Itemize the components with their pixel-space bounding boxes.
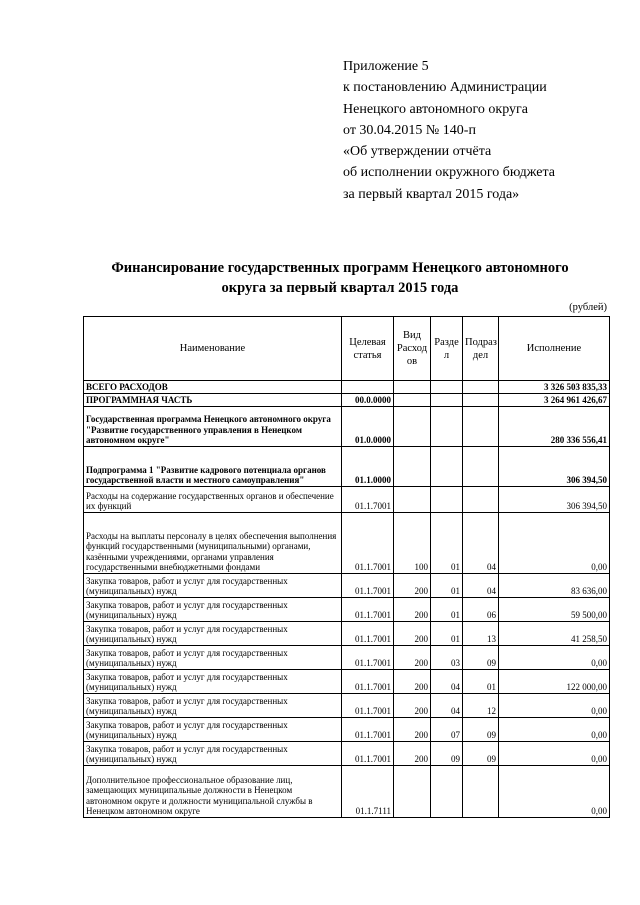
appendix-block (343, 56, 623, 205)
row-type (394, 487, 431, 513)
row-section (431, 381, 463, 394)
header-target: Целевая статья (342, 317, 394, 381)
table-row (84, 670, 610, 694)
row-target: 01.1.7001 (342, 622, 394, 646)
row-type: 200 (394, 646, 431, 670)
row-subsection (463, 487, 499, 513)
row-target: 01.1.0000 (342, 447, 394, 487)
row-name: ПРОГРАММНАЯ ЧАСТЬ (84, 394, 342, 407)
row-amount: 306 394,50 (499, 447, 610, 487)
header-type: Вид Расход ов (394, 317, 431, 381)
row-name: Закупка товаров, работ и услуг для государственных (муниципальных) нужд (84, 574, 342, 598)
table-row (84, 487, 610, 513)
row-type: 200 (394, 622, 431, 646)
document-title (60, 258, 620, 298)
row-target: 01.1.7001 (342, 718, 394, 742)
row-amount: 83 636,00 (499, 574, 610, 598)
header-section: Разде л (431, 317, 463, 381)
row-name: Закупка товаров, работ и услуг для государственных (муниципальных) нужд (84, 742, 342, 766)
row-name: ВСЕГО РАСХОДОВ (84, 381, 342, 394)
table-row (84, 394, 610, 407)
table-row (84, 598, 610, 622)
row-name: Закупка товаров, работ и услуг для государственных (муниципальных) нужд (84, 694, 342, 718)
row-type (394, 394, 431, 407)
row-section: 01 (431, 574, 463, 598)
row-section: 04 (431, 670, 463, 694)
row-name: Расходы на содержание государственных органов и обеспечение их функций (84, 487, 342, 513)
row-section: 01 (431, 598, 463, 622)
appendix-line: за первый квартал 2015 года» (343, 186, 520, 202)
row-section: 01 (431, 622, 463, 646)
row-subsection: 12 (463, 694, 499, 718)
row-target: 01.1.7001 (342, 646, 394, 670)
row-section: 07 (431, 718, 463, 742)
table-row (84, 766, 610, 818)
row-subsection: 13 (463, 622, 499, 646)
row-name: Закупка товаров, работ и услуг для государственных (муниципальных) нужд (84, 646, 342, 670)
title-line-1: Финансирование государственных программ Ненецкого автономного (111, 260, 569, 276)
table-row (84, 574, 610, 598)
row-name: Расходы на выплаты персоналу в целях обеспечения выполнения функций государственными (муниципальными) органами, казёнными учреждениями, органами управления государственными внебюджетными фондами (84, 513, 342, 574)
row-name: Закупка товаров, работ и услуг для государственных (муниципальных) нужд (84, 718, 342, 742)
row-type: 200 (394, 718, 431, 742)
row-amount: 280 336 556,41 (499, 407, 610, 447)
header-name: Наименование (84, 317, 342, 381)
row-target: 01.1.7001 (342, 694, 394, 718)
row-name: Закупка товаров, работ и услуг для государственных (муниципальных) нужд (84, 622, 342, 646)
row-target: 01.1.7001 (342, 574, 394, 598)
row-name: Дополнительное профессиональное образование лиц, замещающих муниципальные должности в Ненецком автономном округе и должности муниципальной службы в Ненецком автономном округе (84, 766, 342, 818)
row-target: 01.1.7111 (342, 766, 394, 818)
appendix-line: Приложение 5 (343, 59, 429, 74)
table-row (84, 381, 610, 394)
financing-table (83, 316, 610, 818)
table-row (84, 407, 610, 447)
row-name: Подпрограмма 1 "Развитие кадрового потенциала органов государственной власти и местного самоуправления" (84, 447, 342, 487)
row-type (394, 766, 431, 818)
row-amount: 0,00 (499, 718, 610, 742)
units-label: (рублей) (569, 302, 607, 313)
row-section (431, 766, 463, 818)
row-target: 00.0.0000 (342, 394, 394, 407)
row-name: Закупка товаров, работ и услуг для государственных (муниципальных) нужд (84, 598, 342, 622)
row-type (394, 381, 431, 394)
row-section: 03 (431, 646, 463, 670)
appendix-line: к постановлению Администрации (343, 80, 547, 96)
row-subsection: 09 (463, 646, 499, 670)
table-row (84, 742, 610, 766)
appendix-line: Ненецкого автономного округа (343, 101, 528, 117)
row-amount: 0,00 (499, 646, 610, 670)
row-subsection (463, 766, 499, 818)
row-target: 01.1.7001 (342, 742, 394, 766)
row-subsection: 04 (463, 574, 499, 598)
header-row (84, 317, 610, 381)
row-amount: 0,00 (499, 742, 610, 766)
row-type (394, 447, 431, 487)
row-section (431, 394, 463, 407)
row-target: 01.1.7001 (342, 598, 394, 622)
table-row (84, 622, 610, 646)
row-subsection (463, 447, 499, 487)
row-subsection (463, 381, 499, 394)
row-target (342, 381, 394, 394)
row-subsection: 06 (463, 598, 499, 622)
row-section: 01 (431, 513, 463, 574)
row-name: Закупка товаров, работ и услуг для государственных (муниципальных) нужд (84, 670, 342, 694)
row-type (394, 407, 431, 447)
table-row (84, 694, 610, 718)
row-target: 01.1.7001 (342, 513, 394, 574)
row-amount: 306 394,50 (499, 487, 610, 513)
row-section (431, 407, 463, 447)
row-amount: 0,00 (499, 766, 610, 818)
row-amount: 41 258,50 (499, 622, 610, 646)
row-subsection: 09 (463, 742, 499, 766)
table-row (84, 718, 610, 742)
header-execution: Исполнение (499, 317, 610, 381)
row-section: 04 (431, 694, 463, 718)
row-amount: 3 264 961 426,67 (499, 394, 610, 407)
row-type: 200 (394, 742, 431, 766)
table-row (84, 646, 610, 670)
row-subsection: 04 (463, 513, 499, 574)
row-name: Государственная программа Ненецкого автономного округа "Развитие государственного управления в Ненецком автономном округе" (84, 407, 342, 447)
row-section (431, 447, 463, 487)
table-row (84, 513, 610, 574)
row-type: 200 (394, 574, 431, 598)
title-line-2: округа за первый квартал 2015 года (221, 280, 459, 296)
header-subsection: Подраз дел (463, 317, 499, 381)
row-type: 100 (394, 513, 431, 574)
row-amount: 122 000,00 (499, 670, 610, 694)
row-type: 200 (394, 694, 431, 718)
row-subsection: 09 (463, 718, 499, 742)
row-target: 01.1.7001 (342, 487, 394, 513)
row-amount: 3 326 503 835,33 (499, 381, 610, 394)
row-target: 01.0.0000 (342, 407, 394, 447)
row-amount: 59 500,00 (499, 598, 610, 622)
appendix-line: от 30.04.2015 № 140-п (343, 122, 476, 138)
row-type: 200 (394, 670, 431, 694)
row-target: 01.1.7001 (342, 670, 394, 694)
row-subsection (463, 407, 499, 447)
appendix-line: об исполнении окружного бюджета (343, 165, 555, 181)
appendix-line: «Об утверждении отчёта (343, 144, 492, 160)
row-subsection: 01 (463, 670, 499, 694)
row-type: 200 (394, 598, 431, 622)
row-subsection (463, 394, 499, 407)
row-section: 09 (431, 742, 463, 766)
row-section (431, 487, 463, 513)
table-row (84, 447, 610, 487)
row-amount: 0,00 (499, 513, 610, 574)
row-amount: 0,00 (499, 694, 610, 718)
